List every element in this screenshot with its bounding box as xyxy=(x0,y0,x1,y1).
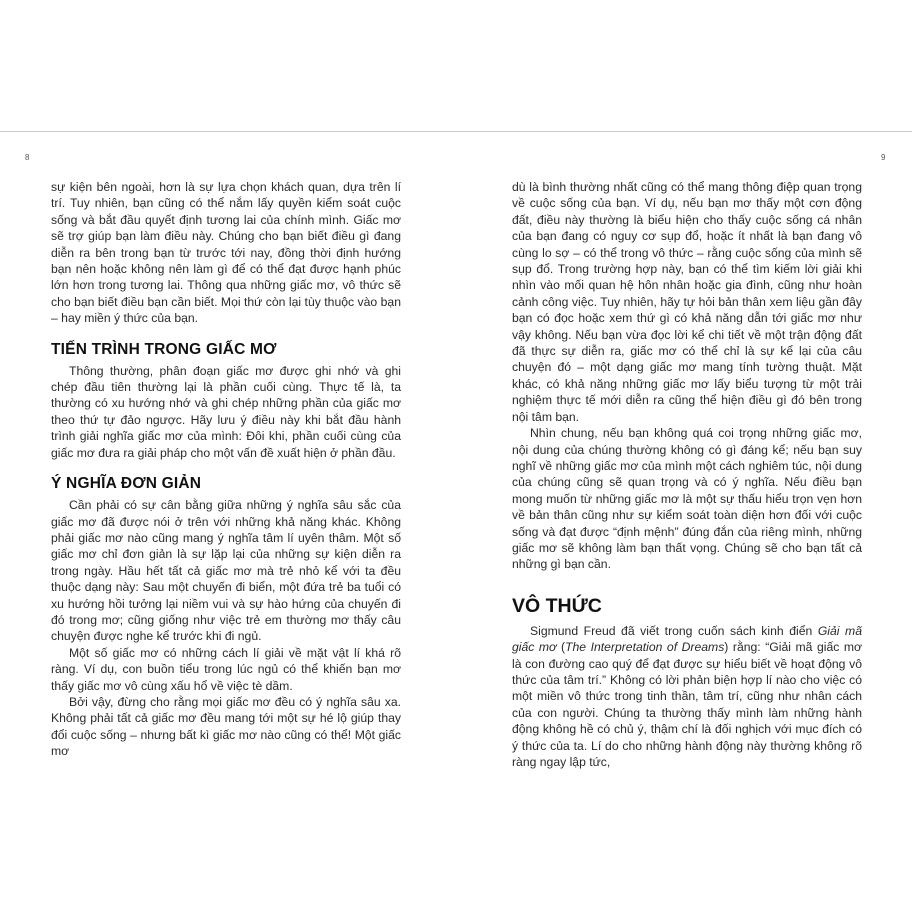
paragraph: Một số giấc mơ có những cách lí giải về mặt vật lí khá rõ ràng. Ví dụ, con buồn tiểu trong lúc ngủ có thể khiến bạn mơ thấy giấc mơ vô cùng xấu hổ về việc tè dầm. xyxy=(51,645,401,693)
paragraph: Bởi vậy, đừng cho rằng mọi giấc mơ đều có ý nghĩa sâu xa. Không phải tất cả giấc mơ đều mang tới một sự hé lộ giúp thay đổi cuộc sống – nhưng bất kì giấc mơ nào cũng có thể! Một giấc mơ xyxy=(51,694,401,759)
chapter-heading: VÔ THỨC xyxy=(512,594,602,617)
paragraph: sự kiện bên ngoài, hơn là sự lựa chọn khách quan, dựa trên lí trí. Tuy nhiên, bạn cũng có thể nắm lấy quyền kiểm soát cuộc sống và bắt đầu quyết định tương lai của chính mình. Giấc mơ sẽ trợ giúp bạn làm điều này. Chúng cho bạn biết điều gì đang diễn ra bên trong bạn từ trước tới nay, đồng thời định hướng bạn nên hoặc không nên làm gì để có thể đạt được hạnh phúc lớn hơn trong tương lai. Thông qua những giấc mơ, vô thức sẽ cho bạn biết điều bạn cần biết. Mọi thứ còn lại tùy thuộc vào bạn – hay miền ý thức của bạn. xyxy=(51,180,401,326)
paragraph: dù là bình thường nhất cũng có thể mang thông điệp quan trọng về cuộc sống của bạn. Ví dụ, nếu bạn mơ thấy một cơn động đất, điều này thường là biểu hiện cho thấy cuộc sống cá nhân của bạn đang có nguy cơ sụp đổ, hoặc ít nhất là bạn đang vô cùng lo sợ – có thể trong vô thức – rằng cuộc sống của mình sẽ sụp đổ. Trong trường hợp này, bạn có thể tìm kiếm lời giải khi nhìn vào mối quan hệ hôn nhân hoặc gia đình, cũng như hoàn cảnh công việc. Tuy nhiên, hãy tự hỏi bản thân xem liệu gần đây bạn có đọc hoặc xem thứ gì có khả năng dẫn tới giấc mơ như vậy không. Nếu bạn vừa đọc lời kể chi tiết về một trận động đất đã thực sự diễn ra, giấc mơ có thể chỉ là sự kể lại của câu chuyện đó – một dạng giấc mơ mang tính tường thuật. Mặt khác, có khả năng những giấc mơ lấy biểu tượng từ một trải nghiệm thực tế mới diễn ra cũng thể hiện điều gì đó bên trong nội tâm bạn. xyxy=(512,180,862,424)
left-page-column xyxy=(51,179,401,760)
paragraph: Nhìn chung, nếu bạn không quá coi trọng những giấc mơ, nội dung của chúng thường không có gì đáng kể; nếu bạn suy nghĩ về những giấc mơ của mình một cách nghiêm túc, nội dung của chúng cũng sẽ quan trọng và có ý nghĩa. Nếu điều bạn mong muốn từ những giấc mơ là một sự thấu hiểu trọn vẹn hơn về bản thân cũng như sự kiểm soát toàn diện hơn đối với cuộc sống và đạt được “định mệnh” đúng đắn của riêng mình, những giấc mơ sẽ không làm bạn thất vọng. Chúng sẽ cho bạn tất cả những gì bạn cần. xyxy=(512,426,862,572)
paragraph: Thông thường, phân đoạn giấc mơ được ghi nhớ và ghi chép đầu tiên thường lại là phần cuối cùng. Thực tế là, ta thường có xu hướng nhớ và ghi chép những phần của giấc mơ theo thứ tự đảo ngược. Hãy lưu ý điều này khi bắt đầu hành trình giải nghĩa giấc mơ của mình: Đôi khi, phần cuối cùng của giấc mơ đưa ra giải pháp cho một vấn đề xuất hiện ở phần đầu. xyxy=(51,363,401,460)
right-page-number: 9 xyxy=(881,153,886,162)
paragraph xyxy=(512,623,862,771)
paragraph: Cần phải có sự cân bằng giữa những ý nghĩa sâu sắc của giấc mơ đã được nói ở trên với những khả năng khác. Không phải giấc mơ nào cũng mang ý nghĩa tâm lí uyên thâm. Một số giấc mơ chỉ đơn giản là sự lặp lại của những sự kiện diễn ra trong ngày. Hầu hết tất cả giấc mơ mà trẻ nhỏ kể với ta đều thuộc dạng này: Sau một chuyến đi biển, một đứa trẻ ba tuổi có xu hướng hồi tưởng lại niềm vui và sự hào hứng của chuyến đi đó trong mơ; cũng giống như việc trẻ em thường mơ thấy câu chuyện được nghe kể trước khi đi ngủ. xyxy=(51,498,401,644)
text-run: ( xyxy=(556,640,566,655)
book-title-vi: Giải mã giấc mơ xyxy=(512,623,862,655)
page-fold-line xyxy=(0,131,912,132)
book-title-en: The Interpretation of Dreams xyxy=(565,640,725,655)
right-page-column xyxy=(512,179,862,770)
section-heading: TIẾN TRÌNH TRONG GIẤC MƠ xyxy=(51,340,277,358)
section-heading: Ý NGHĨA ĐƠN GIẢN xyxy=(51,475,202,493)
text-run: ) rằng: “Giải mã giấc mơ là con đường cao quý để đạt được sự hiểu biết về hoạt động vô thức của tâm trí.” Không có lời phản biện hợp lí nào cho việc có một miền vô thức trong tinh thần, tâm trí, cũng như nhân cách của con người. Chúng ta thường thấy mình làm những hành động không hề có chủ ý, thậm chí là đối nghịch với mục đích có ý thức của ta. Lí do cho những hành động này thường không rõ ràng ngay lập tức, xyxy=(512,640,862,769)
text-run: Sigmund Freud đã viết trong cuốn sách kinh điển xyxy=(530,623,818,638)
left-page-number: 8 xyxy=(25,153,30,162)
